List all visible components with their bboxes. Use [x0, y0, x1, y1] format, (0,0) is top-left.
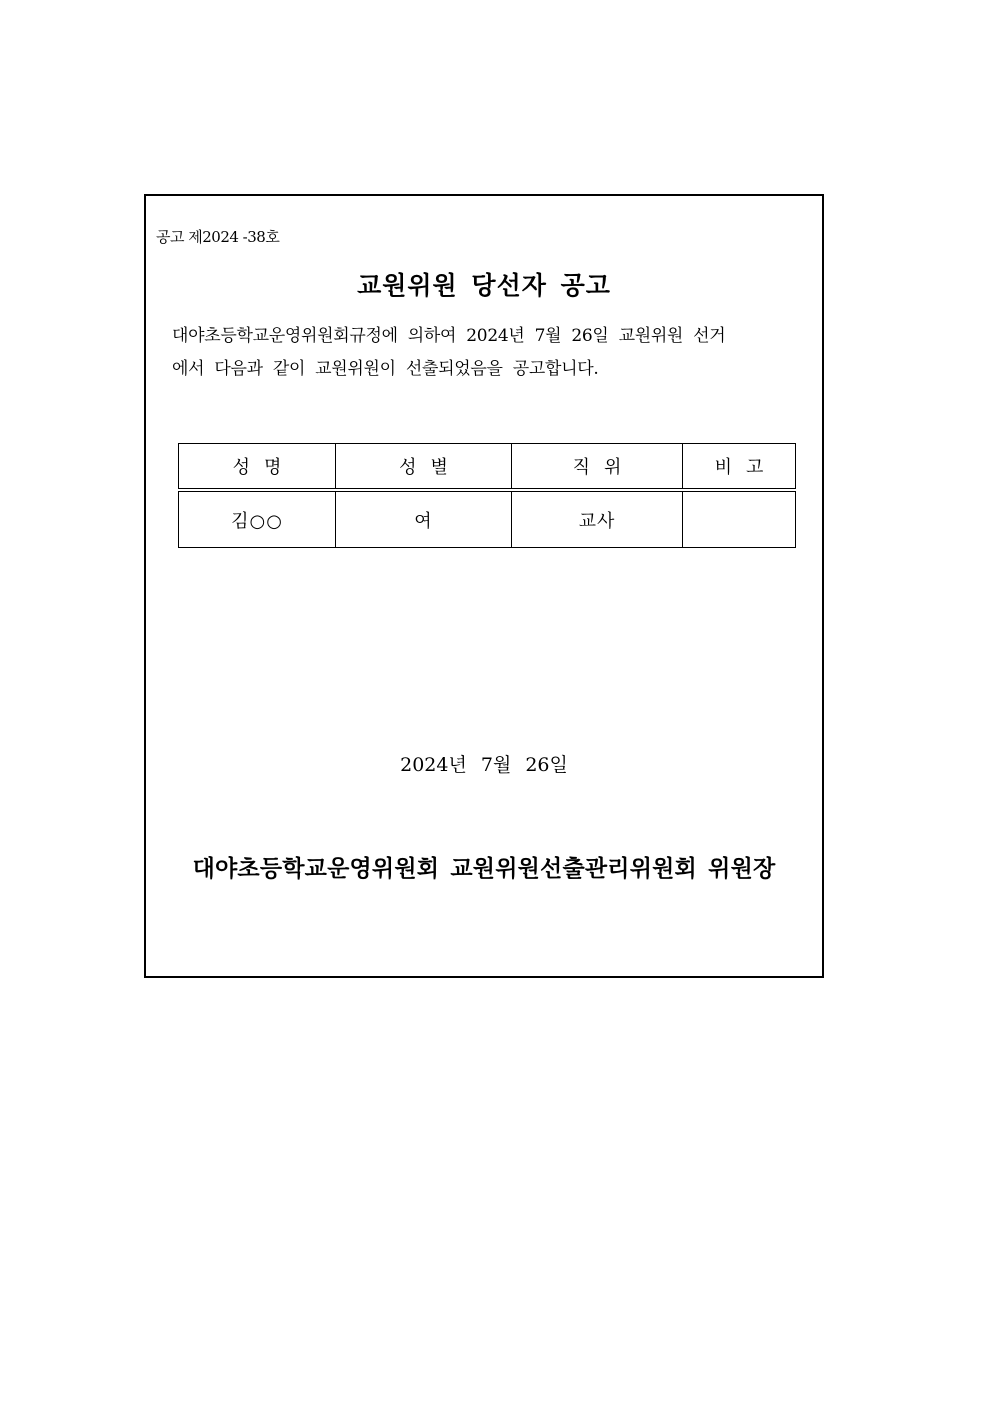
header-remarks: 비고: [683, 444, 796, 491]
notice-number: 공고 제2024 -38호: [156, 228, 280, 246]
header-gender: 성별: [336, 444, 512, 491]
header-position: 직위: [512, 444, 683, 491]
notice-date: 2024년 7월 26일: [400, 754, 568, 776]
signature-line: 대야초등학교운영위원회 교원위원선출관리위원회 위원장: [192, 855, 776, 882]
cell-position: 교사: [512, 490, 683, 548]
elected-candidates-table: [178, 443, 796, 548]
cell-remarks: [683, 490, 796, 548]
table-row: [179, 490, 796, 548]
notice-body: [172, 320, 798, 386]
notice-body-line-1: 대야초등학교운영위원회규정에 의하여 2024년 7월 26일 교원위원 선거: [172, 326, 726, 346]
cell-name: 김○○: [179, 490, 336, 548]
table-header-row: [179, 444, 796, 491]
cell-gender: 여: [336, 490, 512, 548]
notice-body-line-2: 에서 다음과 같이 교원위원이 선출되었음을 공고합니다.: [172, 359, 599, 379]
page-title: 교원위원 당선자 공고: [357, 271, 611, 300]
header-name: 성명: [179, 444, 336, 491]
